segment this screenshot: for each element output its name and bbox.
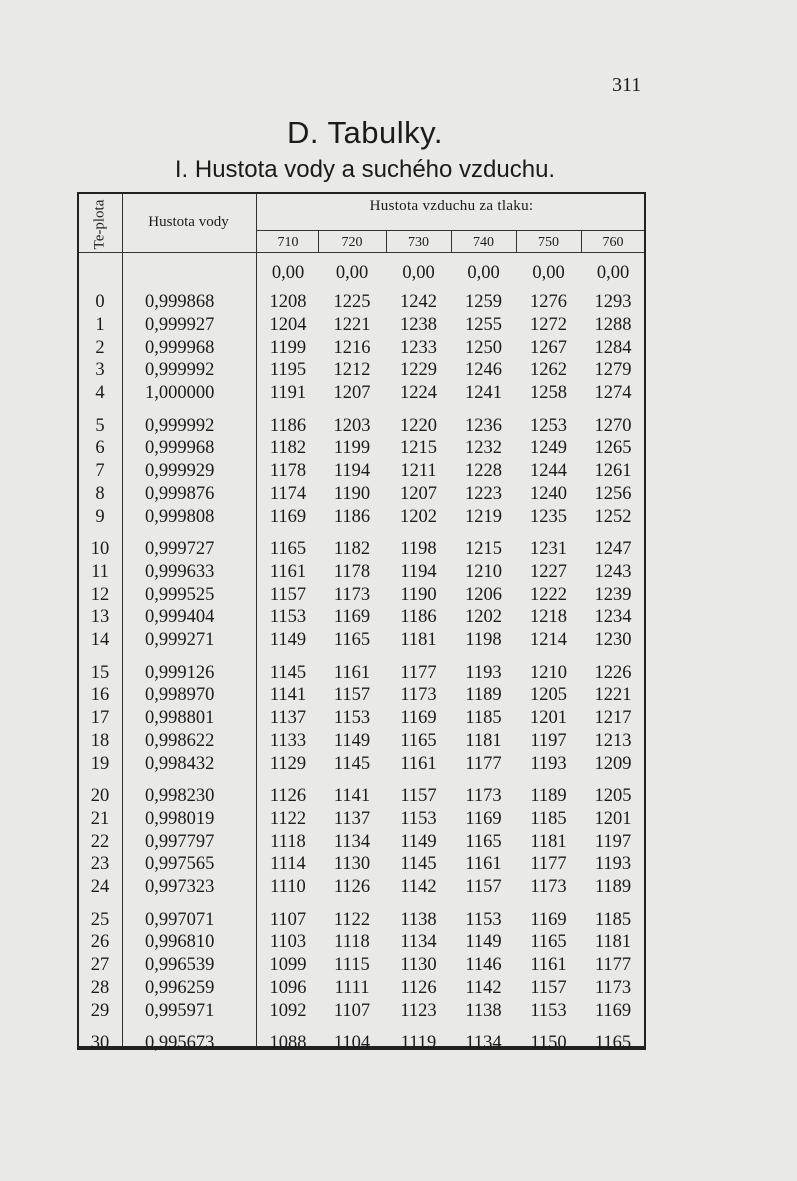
air-density-cell: 1103 [269,932,307,953]
water-density-cell: 0,999876 [145,483,215,504]
temperature-cell: 8 [95,483,105,504]
temperature-cell: 11 [91,561,109,582]
air-density-cell: 1205 [530,685,567,706]
air-density-cell: 1118 [334,932,370,953]
pressure-header: 760 [602,235,624,250]
temperature-cell: 17 [90,708,110,729]
air-density-cell: 1129 [269,753,307,774]
water-density-cell: 0,997565 [145,854,215,875]
air-density-cell: 1204 [269,314,307,335]
water-density-cell: 0,996810 [145,932,215,953]
air-density-cell: 1223 [465,483,502,504]
air-density-cell: 1157 [400,786,437,806]
base-value: 0,00 [467,263,500,283]
air-density-cell: 1185 [594,909,632,930]
temperature-cell: 29 [90,1000,110,1021]
pressure-header: 740 [473,235,494,250]
air-density-cell: 1149 [400,831,437,852]
water-density-cell: 0,999868 [145,292,215,312]
air-density-cell: 1138 [400,909,437,930]
temperature-cell: 15 [90,662,110,683]
air-density-cell: 1255 [465,314,502,335]
temperature-cell: 13 [90,607,110,628]
air-density-cell: 1177 [465,753,502,774]
air-density-cell: 1226 [594,662,632,683]
temperature-cell: 26 [90,932,110,953]
water-density-cell: 0,998432 [145,753,215,774]
air-density-cell: 1145 [400,854,437,875]
air-density-cell: 1284 [594,337,632,358]
temperature-cell: 18 [90,730,110,751]
air-density-cell: 1221 [333,314,371,335]
air-density-cell: 1252 [594,506,632,527]
air-density-cell: 1119 [400,1033,437,1053]
air-density-cell: 1244 [530,461,567,482]
air-density-cell: 1161 [400,753,437,774]
air-density-cell: 1145 [333,753,371,774]
air-density-cell: 1130 [400,955,437,976]
air-density-cell: 1236 [465,415,502,436]
temperature-cell: 23 [90,854,110,875]
air-density-cell: 1126 [400,977,437,998]
air-density-cell: 1174 [269,483,307,504]
air-density-cell: 1218 [530,607,567,628]
air-density-cell: 1181 [400,630,437,651]
table-caption: I. Hustota vody a suchého vzduchu. [174,156,556,183]
page-title: D. Tabulky. [287,115,443,150]
air-density-cell: 1272 [530,314,567,335]
air-density-cell: 1214 [530,630,567,651]
temperature-cell: 24 [90,877,110,898]
air-density-cell: 1190 [333,483,371,504]
air-density-cell: 1149 [333,730,371,751]
air-density-cell: 1181 [530,831,567,852]
air-density-cell: 1177 [530,854,567,875]
air-density-cell: 1195 [269,360,307,381]
air-density-cell: 1210 [465,561,502,582]
temperature-cell: 2 [95,337,105,358]
water-density-cell: 0,999929 [145,461,215,482]
base-value: 0,00 [402,263,435,283]
air-density-cell: 1210 [530,662,567,683]
air-density-cell: 1104 [333,1033,371,1053]
air-density-cell: 1173 [530,877,567,898]
air-density-cell: 1157 [465,877,502,898]
header-water-density: Hustota vody [148,214,229,230]
air-density-cell: 1279 [594,360,632,381]
air-density-cell: 1222 [530,584,567,605]
air-density-cell: 1141 [333,786,371,806]
air-density-cell: 1205 [594,786,632,806]
water-density-cell: 0,997797 [145,831,215,852]
header-divider [79,252,644,253]
temperature-cell: 0 [95,292,105,312]
air-density-cell: 1115 [334,955,370,976]
temperature-cell: 21 [90,808,110,829]
air-density-cell: 1274 [594,383,632,404]
air-density-cell: 1239 [594,584,632,605]
air-density-cell: 1190 [400,584,437,605]
air-density-cell: 1134 [333,831,371,852]
pressure-header: 720 [341,235,363,250]
air-density-cell: 1220 [400,415,437,436]
air-density-cell: 1185 [465,708,502,729]
water-density-cell: 0,999992 [145,360,215,381]
air-density-cell: 1191 [269,383,307,404]
air-density-cell: 1165 [530,932,567,953]
air-density-cell: 1165 [594,1033,632,1053]
air-density-cell: 1142 [465,977,502,998]
air-density-cell: 1235 [530,506,567,527]
temperature-cell: 12 [90,584,110,605]
water-density-cell: 0,998801 [145,708,215,729]
air-density-cell: 1169 [530,909,567,930]
air-density-cell: 1247 [594,539,632,559]
air-density-cell: 1099 [269,955,307,976]
air-density-cell: 1265 [594,438,632,459]
air-density-cell: 1270 [594,415,632,436]
air-density-cell: 1194 [333,461,371,482]
water-density-cell: 0,996539 [145,955,215,976]
air-density-cell: 1240 [530,483,567,504]
air-density-cell: 1153 [465,909,502,930]
air-density-cell: 1202 [465,607,502,628]
air-density-cell: 1217 [594,708,632,729]
air-density-cell: 1203 [333,415,371,436]
temperature-cell: 28 [90,977,110,998]
air-density-cell: 1221 [594,685,632,706]
temperature-cell: 25 [90,909,110,930]
air-density-cell: 1122 [269,808,307,829]
air-density-cell: 1213 [594,730,632,751]
temperature-cell: 3 [95,360,105,381]
air-density-cell: 1207 [333,383,371,404]
air-density-cell: 1149 [465,932,502,953]
air-density-cell: 1153 [269,607,307,628]
air-density-cell: 1165 [465,831,502,852]
air-density-cell: 1153 [400,808,437,829]
air-density-cell: 1242 [400,292,437,312]
air-density-cell: 1198 [400,539,437,559]
air-density-cell: 1182 [269,438,307,459]
header-temperature-label: Te-plota [91,199,108,249]
header-air-density: Hustota vzduchu za tlaku: [369,198,534,214]
air-density-cell: 1107 [333,1000,371,1021]
air-density-cell: 1169 [400,708,437,729]
air-density-cell: 1208 [269,292,307,312]
air-density-cell: 1149 [269,630,307,651]
air-density-cell: 1137 [269,708,307,729]
water-density-cell: 0,997071 [145,909,215,930]
air-density-cell: 1165 [269,539,307,559]
temperature-cell: 10 [90,539,110,559]
air-density-cell: 1258 [530,383,567,404]
air-density-cell: 1161 [333,662,371,683]
air-density-cell: 1293 [594,292,632,312]
temperature-cell: 22 [90,831,110,852]
air-density-cell: 1238 [400,314,437,335]
air-density-cell: 1145 [269,662,307,683]
air-density-cell: 1157 [333,685,371,706]
temperature-cell: 4 [95,383,105,404]
air-density-cell: 1134 [400,932,437,953]
air-density-cell: 1261 [594,461,632,482]
air-density-cell: 1207 [400,483,437,504]
page-number: 311 [612,74,642,96]
air-density-cell: 1161 [269,561,307,582]
temperature-cell: 9 [95,506,105,527]
air-density-cell: 1157 [269,584,307,605]
air-density-cell: 1110 [270,877,306,898]
air-density-cell: 1122 [333,909,371,930]
air-density-cell: 1250 [465,337,502,358]
air-density-cell: 1141 [269,685,307,706]
air-density-cell: 1134 [465,1033,502,1053]
air-density-cell: 1234 [594,607,632,628]
air-density-cell: 1189 [465,685,502,706]
pressure-header: 730 [408,235,429,250]
air-density-cell: 1173 [465,786,502,806]
air-density-cell: 1219 [465,506,502,527]
air-density-cell: 1193 [530,753,567,774]
air-density-cell: 1243 [594,561,632,582]
air-density-cell: 1186 [269,415,307,436]
temperature-cell: 6 [95,438,105,459]
air-density-cell: 1114 [270,854,306,875]
temperature-cell: 19 [90,753,110,774]
air-density-cell: 1212 [333,360,371,381]
air-density-cell: 1201 [530,708,567,729]
air-density-cell: 1177 [594,955,632,976]
air-density-cell: 1130 [333,854,371,875]
air-density-cell: 1096 [269,977,307,998]
water-density-cell: 0,997323 [145,877,215,898]
air-density-cell: 1249 [530,438,567,459]
air-density-cell: 1118 [270,831,306,852]
header-divider [256,230,644,231]
air-density-cell: 1202 [400,506,437,527]
air-density-cell: 1201 [594,808,632,829]
air-density-cell: 1197 [594,831,632,852]
air-density-cell: 1259 [465,292,502,312]
column-divider [122,194,123,1046]
temperature-cell: 5 [95,415,105,436]
water-density-cell: 0,998622 [145,730,215,751]
air-density-cell: 1186 [333,506,371,527]
water-density-cell: 0,999968 [145,438,215,459]
air-density-cell: 1193 [594,854,632,875]
water-density-cell: 0,995971 [145,1000,215,1021]
air-density-cell: 1126 [333,877,371,898]
water-density-cell: 0,995673 [145,1033,215,1053]
air-density-cell: 1150 [530,1033,567,1053]
pressure-header: 710 [277,235,299,250]
air-density-cell: 1230 [594,630,632,651]
air-density-cell: 1229 [400,360,437,381]
air-density-cell: 1253 [530,415,567,436]
air-density-cell: 1276 [530,292,567,312]
air-density-cell: 1256 [594,483,632,504]
temperature-cell: 7 [95,461,105,482]
water-density-cell: 0,999808 [145,506,215,527]
air-density-cell: 1225 [333,292,371,312]
air-density-cell: 1169 [594,1000,632,1021]
water-density-cell: 0,999404 [145,607,215,628]
air-density-cell: 1161 [465,854,502,875]
air-density-cell: 1194 [400,561,437,582]
air-density-cell: 1181 [594,932,632,953]
air-density-cell: 1169 [269,506,307,527]
air-density-cell: 1133 [269,730,307,751]
air-density-cell: 1146 [465,955,502,976]
air-density-cell: 1111 [334,977,370,998]
air-density-cell: 1169 [333,607,371,628]
air-density-cell: 1199 [333,438,371,459]
base-value: 0,00 [335,263,369,283]
water-density-cell: 0,998019 [145,808,215,829]
air-density-cell: 1169 [465,808,502,829]
air-density-cell: 1288 [594,314,632,335]
base-value: 0,00 [596,263,630,283]
air-density-cell: 1224 [400,383,437,404]
water-density-cell: 0,998230 [145,786,215,806]
base-value: 0,00 [271,263,305,283]
water-density-cell: 0,999927 [145,314,215,335]
air-density-cell: 1107 [269,909,307,930]
water-density-cell: 0,996259 [145,977,215,998]
air-density-cell: 1228 [465,461,502,482]
air-density-cell: 1189 [594,877,632,898]
air-density-cell: 1197 [530,730,567,751]
air-density-cell: 1227 [530,561,567,582]
air-density-cell: 1206 [465,584,502,605]
air-density-cell: 1173 [400,685,437,706]
temperature-cell: 1 [95,314,105,335]
air-density-cell: 1161 [530,955,567,976]
air-density-cell: 1246 [465,360,502,381]
temperature-cell: 16 [90,685,110,706]
water-density-cell: 0,999271 [145,630,215,651]
air-density-cell: 1182 [333,539,371,559]
air-density-cell: 1209 [594,753,632,774]
temperature-cell: 14 [90,630,110,651]
air-density-cell: 1126 [269,786,307,806]
air-density-cell: 1153 [333,708,371,729]
temperature-cell: 27 [90,955,110,976]
air-density-cell: 1232 [465,438,502,459]
air-density-cell: 1165 [400,730,437,751]
air-density-cell: 1142 [400,877,437,898]
water-density-cell: 0,999727 [145,539,215,559]
water-density-cell: 1,000000 [145,383,215,404]
air-density-cell: 1267 [530,337,567,358]
pressure-header: 750 [538,235,559,250]
air-density-cell: 1186 [400,607,437,628]
air-density-cell: 1199 [269,337,307,358]
air-density-cell: 1092 [269,1000,307,1021]
air-density-cell: 1231 [530,539,567,559]
air-density-cell: 1123 [400,1000,437,1021]
air-density-cell: 1157 [530,977,567,998]
base-value: 0,00 [532,263,565,283]
air-density-cell: 1215 [465,539,502,559]
air-density-cell: 1088 [269,1033,307,1053]
water-density-cell: 0,999992 [145,415,215,436]
water-density-cell: 0,998970 [145,685,215,706]
air-density-cell: 1241 [465,383,502,404]
air-density-cell: 1173 [333,584,371,605]
air-density-cell: 1178 [269,461,307,482]
temperature-cell: 30 [90,1033,110,1053]
air-density-cell: 1189 [530,786,567,806]
air-density-cell: 1233 [400,337,437,358]
water-density-cell: 0,999525 [145,584,215,605]
water-density-cell: 0,999126 [145,662,215,683]
temperature-cell: 20 [90,786,110,806]
air-density-cell: 1165 [333,630,371,651]
air-density-cell: 1215 [400,438,437,459]
header-temperature [80,199,120,249]
air-density-cell: 1216 [333,337,371,358]
air-density-cell: 1178 [333,561,371,582]
air-density-cell: 1173 [594,977,632,998]
air-density-cell: 1211 [400,461,437,482]
air-density-cell: 1193 [465,662,502,683]
air-density-cell: 1198 [465,630,502,651]
air-density-cell: 1262 [530,360,567,381]
water-density-cell: 0,999968 [145,337,215,358]
air-density-cell: 1181 [465,730,502,751]
water-density-cell: 0,999633 [145,561,215,582]
air-density-cell: 1137 [333,808,371,829]
air-density-cell: 1153 [530,1000,567,1021]
air-density-cell: 1177 [400,662,437,683]
air-density-cell: 1138 [465,1000,502,1021]
air-density-cell: 1185 [530,808,567,829]
